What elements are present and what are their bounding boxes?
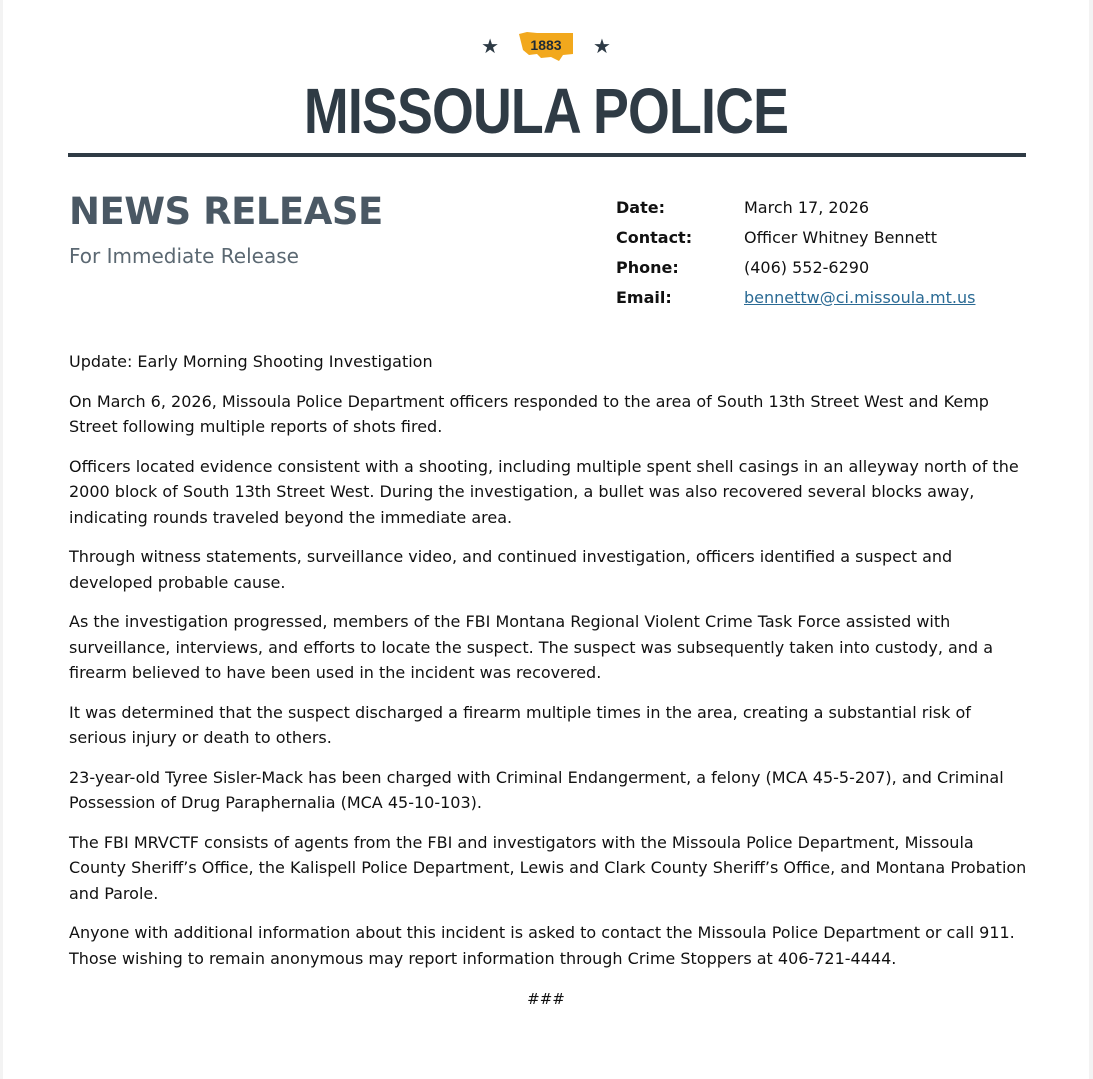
release-body <box>69 349 1029 985</box>
paragraph: It was determined that the suspect discharged a firearm multiple times in the area, creating a substantial risk of serious injury or death to others. <box>69 702 971 747</box>
phone-label: Phone: <box>616 257 679 277</box>
phone-value: (406) 552-6290 <box>744 257 870 277</box>
montana-badge-icon <box>517 30 575 64</box>
star-left-icon: ★ <box>481 36 499 58</box>
paragraph: Officers located evidence consistent with a shooting, including multiple spent shell casings in an alleyway north of the 2000 block of South 13th Street West. During the investigation, a bullet was also recovered several blocks away, indicating rounds traveled beyond the immediate area. <box>69 456 1019 527</box>
paragraph: The FBI MRVCTF consists of agents from the FBI and investigators with the Missoula Police Department, Missoula County Sheriff’s Office, the Kalispell Police Department, Lewis and Clark County Sheriff’s Office, and Montana Probation and Parole. <box>69 832 1027 903</box>
release-headline: Update: Early Morning Shooting Investigation <box>69 352 433 371</box>
header-divider <box>68 153 1026 157</box>
document-page <box>3 0 1089 1079</box>
release-subtitle: For Immediate Release <box>69 244 299 268</box>
end-mark: ### <box>527 990 565 1008</box>
badge-year: 1883 <box>530 37 562 53</box>
paragraph: As the investigation progressed, members of the FBI Montana Regional Violent Crime Task Force assisted with surveillance, interviews, and efforts to locate the suspect. The suspect was subsequently taken into custody, and a firearm believed to have been used in the incident was recovered. <box>69 612 993 682</box>
paragraph: 23-year-old Tyree Sisler-Mack has been charged with Criminal Endangerment, a felony (MCA 45-5-207), and Criminal Possession of Drug Paraphernalia (MCA 45-10-103). <box>69 767 1004 812</box>
paragraph: On March 6, 2026, Missoula Police Department officers responded to the area of South 13th Street West and Kemp Street following multiple reports of shots fired. <box>69 391 989 436</box>
email-link[interactable]: bennettw@ci.missoula.mt.us <box>744 287 976 307</box>
release-title: NEWS RELEASE <box>69 190 383 233</box>
email-row <box>616 282 975 312</box>
email-label: Email: <box>616 287 672 307</box>
star-right-icon: ★ <box>593 36 611 58</box>
date-row <box>616 192 975 222</box>
logo-row <box>3 30 1089 64</box>
paragraph: Through witness statements, surveillance video, and continued investigation, officers identified a suspect and developed probable cause. <box>69 547 953 592</box>
org-name: MISSOULA POLICE <box>303 75 789 147</box>
contact-info <box>616 192 975 312</box>
contact-row <box>616 222 975 252</box>
date-label: Date: <box>616 197 665 217</box>
phone-row <box>616 252 975 282</box>
paragraph: Anyone with additional information about this incident is asked to contact the Missoula Police Department or call 911. Those wishing to remain anonymous may report information through Crime Stoppers at 406-721-4444. <box>69 923 1015 968</box>
contact-label: Contact: <box>616 227 693 247</box>
contact-value: Officer Whitney Bennett <box>744 227 938 247</box>
date-value: March 17, 2026 <box>744 197 870 217</box>
